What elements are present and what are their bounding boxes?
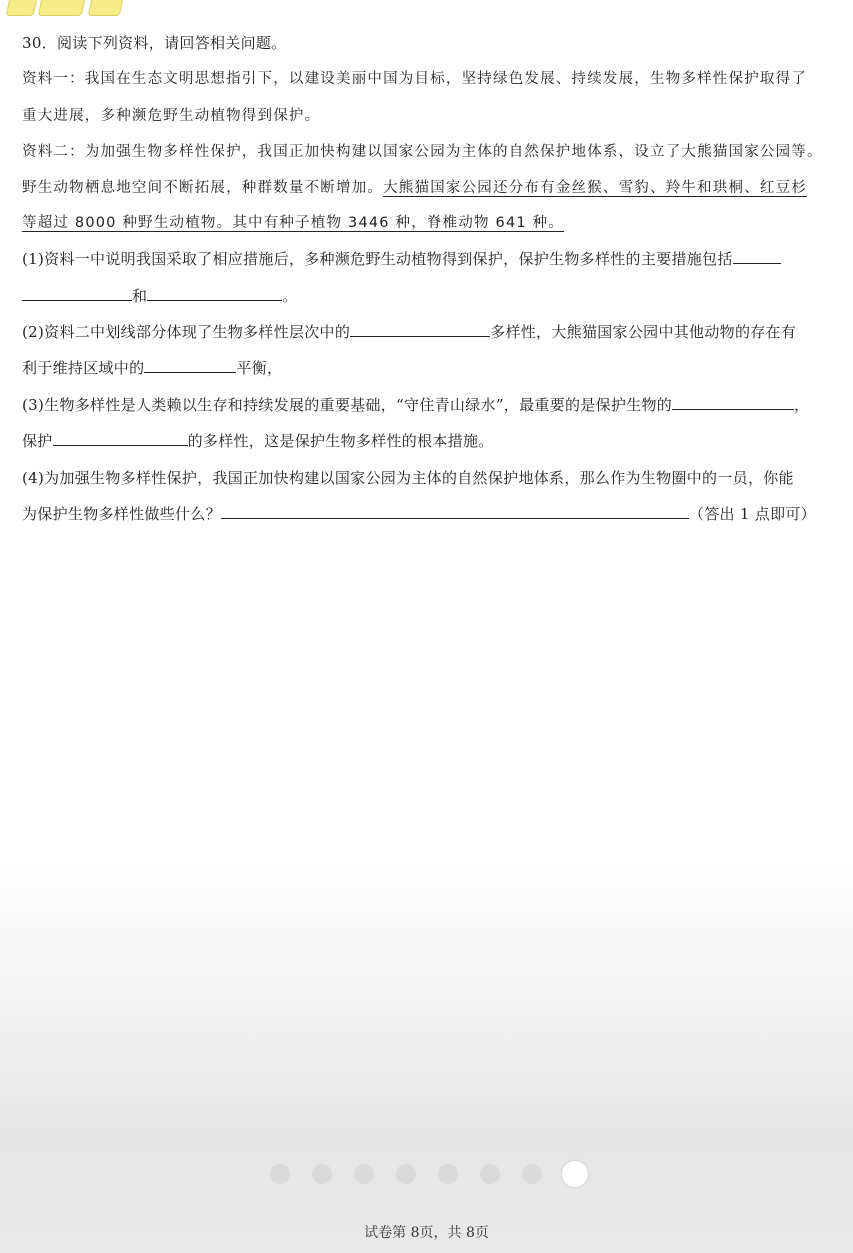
sub-question-1-end: 。 [282, 287, 298, 305]
sub-question-3-text-a: (3)生物多样性是人类赖以生存和持续发展的重要基础，“守住青山绿水”，最重要的是保护生物的 [22, 396, 673, 414]
page-dot-7[interactable] [522, 1164, 542, 1184]
sub-question-2-line-2 [22, 357, 282, 378]
sub-question-2-text-d: 平衡， [236, 359, 283, 377]
page-dot-8-active[interactable] [562, 1161, 588, 1187]
sub-question-1-line-2 [22, 285, 298, 306]
sub-question-2-text-a: (2)资料二中划线部分体现了生物多样性层次中的 [22, 323, 351, 341]
answer-blank-1c[interactable] [147, 286, 282, 301]
material-2-line-2 [22, 176, 807, 197]
page-dot-4[interactable] [396, 1164, 416, 1184]
sub-question-4-line-1: (4)为加强生物多样性保护，我国正加快构建以国家公园为主体的自然保护地体系，那么作为生物圈中的一员，你能 [22, 469, 794, 487]
top-highlight-decoration [0, 0, 125, 16]
sub-question-2-text-b: 多样性，大熊猫国家公园中其他动物的存在有 [490, 323, 797, 341]
page-dot-2[interactable] [312, 1164, 332, 1184]
answer-blank-3b[interactable] [53, 431, 188, 446]
answer-blank-2b[interactable] [144, 358, 236, 373]
sub-question-3-text-d: 的多样性，这是保护生物多样性的根本措施。 [187, 432, 494, 450]
material-2-underlined-text: 大熊猫国家公园还分布有金丝猴、雪豹、羚牛和珙桐、红豆杉 [383, 180, 808, 196]
material-2-underlined-text-2: 等超过 8000 种野生动植物。其中有种子植物 3446 种，脊椎动物 641 种。 [22, 215, 565, 231]
sub-question-3-text-c: 保护 [22, 432, 53, 450]
material-2-line-1: 资料二：为加强生物多样性保护，我国正加快构建以国家公园为主体的自然保护地体系，设立了大熊猫国家公园等。 [22, 144, 823, 160]
page-dot-5[interactable] [438, 1164, 458, 1184]
sub-question-4-text-a: 为保护生物多样性做些什么？ [22, 505, 221, 523]
answer-blank-4[interactable] [221, 504, 689, 519]
sub-question-3-text-b: ， [794, 396, 810, 414]
answer-blank-3a[interactable] [672, 395, 794, 410]
sub-question-4-line-2 [22, 503, 816, 524]
page-indicator [268, 1161, 598, 1187]
answer-blank-1a[interactable] [733, 249, 781, 264]
sub-question-4-hint: （答出 1 点即可） [688, 505, 816, 523]
page-dot-3[interactable] [354, 1164, 374, 1184]
page-dot-1[interactable] [270, 1164, 290, 1184]
question-title: 30．阅读下列资料，请回答相关问题。 [22, 34, 287, 52]
sub-question-1-and: 和 [132, 287, 148, 305]
sub-question-2-text-c: 利于维持区域中的 [22, 359, 145, 377]
answer-blank-1b[interactable] [22, 286, 132, 301]
material-1-line-2: 重大进展，多种濒危野生动植物得到保护。 [22, 108, 321, 124]
sub-question-1-text: (1)资料一中说明我国采取了相应措施后，多种濒危野生动植物得到保护，保护生物多样性的主要措施包括 [22, 250, 733, 268]
sub-question-2-line-1 [22, 321, 796, 342]
sub-question-1-line-1 [22, 248, 781, 269]
material-2-line-3 [22, 211, 564, 232]
material-2-plain-text: 野生动物栖息地空间不断拓展，种群数量不断增加。 [22, 180, 384, 196]
answer-blank-2a[interactable] [350, 322, 490, 337]
page-dot-6[interactable] [480, 1164, 500, 1184]
page-footer: 试卷第 8页，共 8页 [364, 1225, 489, 1241]
sub-question-3-line-2 [22, 430, 494, 451]
material-1-line-1: 资料一：我国在生态文明思想指引下，以建设美丽中国为目标，坚持绿色发展、持续发展，生物多样性保护取得了 [22, 71, 807, 87]
sub-question-3-line-1 [22, 394, 809, 415]
